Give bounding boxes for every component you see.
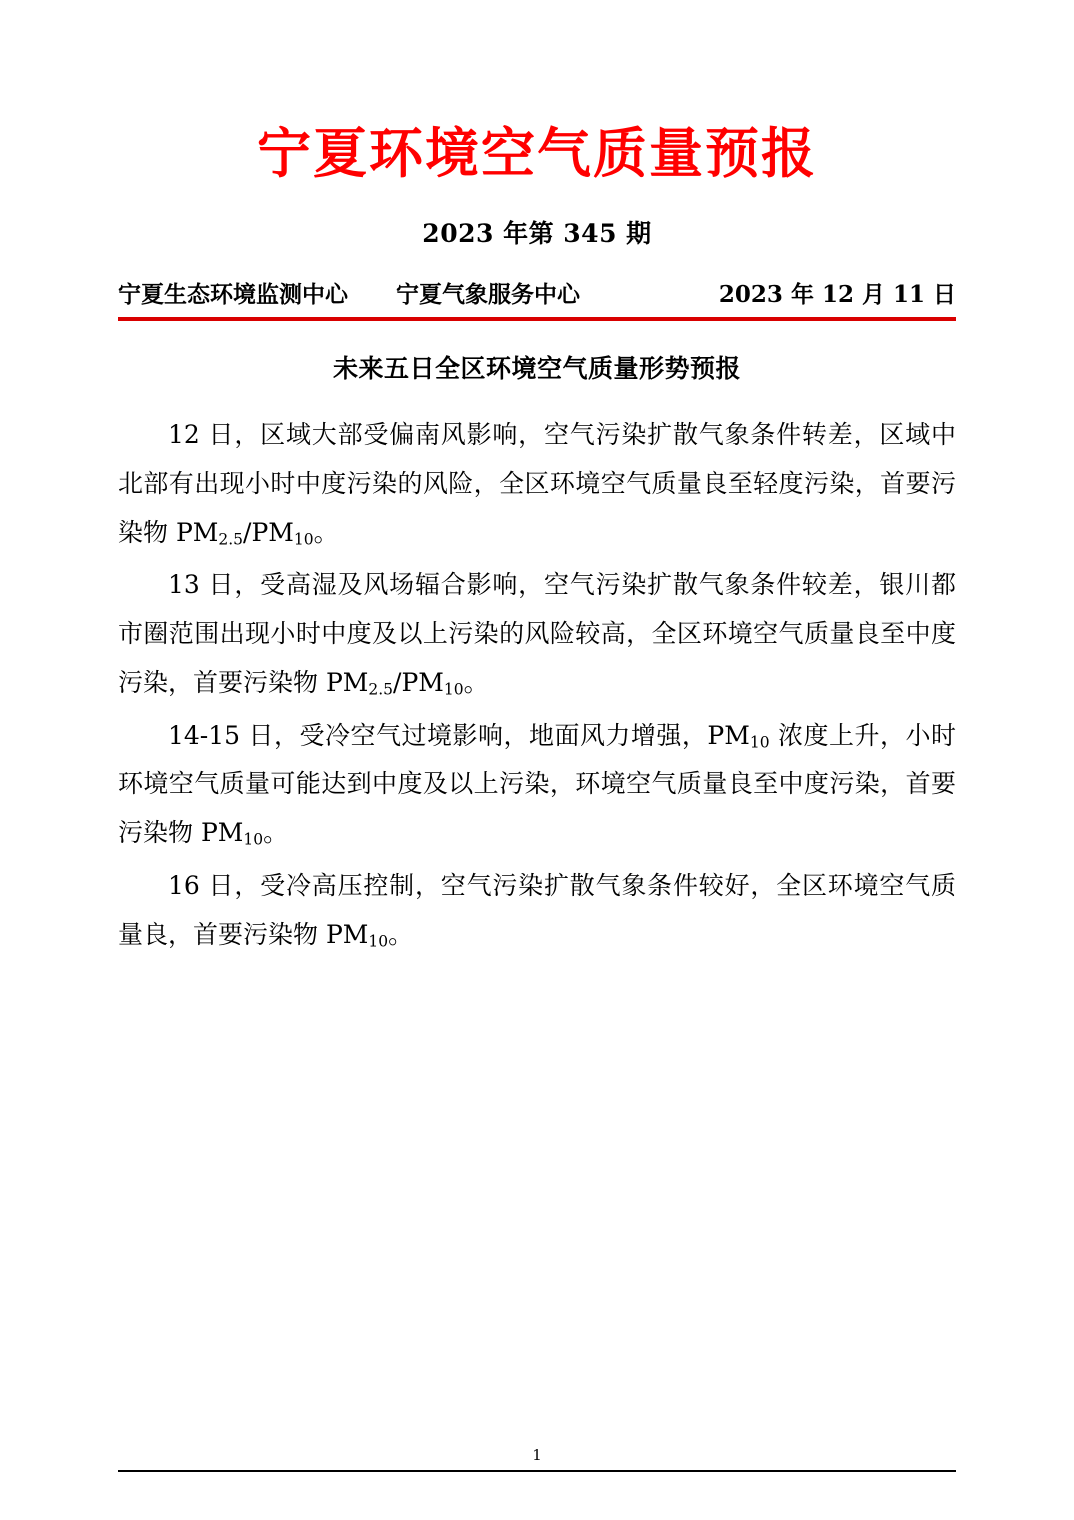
- header-divider: [118, 317, 956, 321]
- forecast-paragraph: [118, 862, 956, 960]
- paragraph-text-mid: /PM: [243, 517, 294, 547]
- footer-divider: [118, 1470, 956, 1472]
- paragraph-text-end: 。: [388, 919, 414, 949]
- section-title: 未来五日全区环境空气质量形势预报: [332, 354, 741, 384]
- page-footer: [118, 1446, 956, 1472]
- org-monitoring-center: 宁夏生态环境监测中心: [118, 281, 348, 309]
- pm-subscript: 2.5: [368, 680, 394, 699]
- pm-subscript: 10: [293, 530, 314, 548]
- page-number: 1: [532, 1446, 542, 1464]
- paragraph-text: 12 日，区域大部受偏南风影响，空气污染扩散气象条件转差，区域中北部有出现小时中度污染的风险，全区环境空气质量良至轻度污染，首要污染物 PM: [118, 420, 956, 547]
- paragraph-text: 16 日，受冷高压控制，空气污染扩散气象条件较好，全区环境空气质量良，首要污染物 PM: [118, 870, 956, 949]
- paragraph-text-end: 。: [313, 517, 339, 547]
- pm-subscript: 10: [749, 733, 770, 751]
- forecast-paragraph: [118, 411, 956, 557]
- page-title: 宁夏环境空气质量预报: [257, 121, 817, 185]
- organization-row: [118, 276, 956, 309]
- paragraph-text-end: 。: [463, 667, 489, 697]
- forecast-body: [118, 411, 956, 959]
- pm-subscript: 10: [243, 830, 264, 849]
- forecast-paragraph: [118, 712, 956, 858]
- pm-subscript: 10: [368, 932, 389, 950]
- issue-number: 2023 年第 345 期: [422, 219, 652, 249]
- paragraph-text: 13 日，受高湿及风场辐合影响，空气污染扩散气象条件较差，银川都市圈范围出现小时中度及以上污染的风险较高，全区环境空气质量良至中度污染，首要污染物 PM: [118, 570, 956, 697]
- paragraph-text: 14-15 日，受冷空气过境影响，地面风力增强，PM: [168, 720, 750, 750]
- paragraph-text-mid: /PM: [393, 667, 444, 697]
- forecast-paragraph: [118, 561, 956, 707]
- pm-subscript: 2.5: [218, 530, 244, 548]
- publish-date: 2023 年 12 月 11 日: [718, 281, 956, 309]
- paragraph-text-end: 。: [263, 818, 289, 848]
- pm-subscript: 10: [443, 680, 464, 699]
- org-weather-center: 宁夏气象服务中心: [396, 281, 580, 309]
- paragraph-text-mid: 浓度上升，小时环境空气质量可能达到中度及以上污染，环境空气质量良至中度污染，首要污染物 PM: [118, 720, 956, 848]
